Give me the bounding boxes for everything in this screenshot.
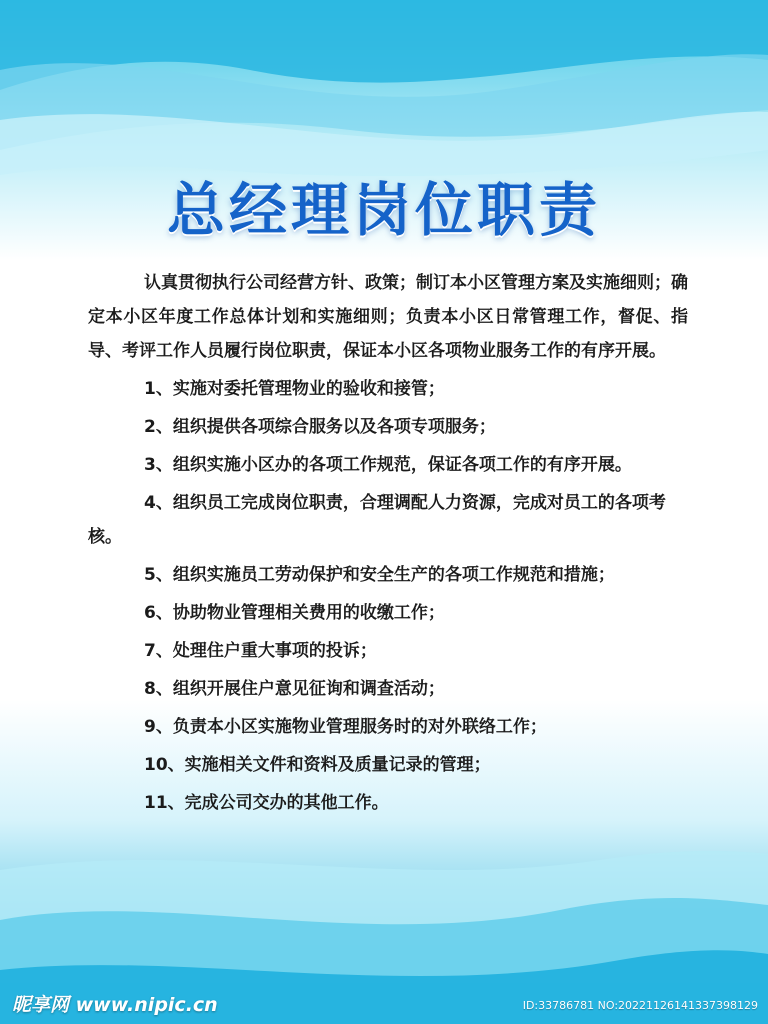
duty-item-1: 1、实施对委托管理物业的验收和接管； <box>144 379 445 399</box>
watermark-id: ID:33786781 NO:20221126141337398129 <box>522 999 758 1012</box>
duty-item-6: 6、协助物业管理相关费用的收缴工作； <box>144 603 445 623</box>
top-wave-decoration <box>0 0 768 190</box>
duty-item-2: 2、组织提供各项综合服务以及各项专项服务； <box>144 417 496 437</box>
duty-item-4: 4、组织员工完成岗位职责，合理调配人力资源，完成对员工的各项考核。 <box>88 493 666 547</box>
duty-item-11: 11、完成公司交办的其他工作。 <box>144 793 389 813</box>
page-title: 总经理岗位职责 <box>166 176 601 244</box>
watermark-site-logo: 昵享网 www.nipic.cn <box>12 994 218 1016</box>
intro-paragraph: 认真贯彻执行公司经营方针、政策；制订本小区管理方案及实施细则；确定本小区年度工作总体计划和实施细则；负责本小区日常管理工作，督促、指导、考评工作人员履行岗位职责，保证本小区各项物业服务工作的有序开展。 <box>88 273 688 361</box>
duty-item-8: 8、组织开展住户意见征询和调查活动； <box>144 679 445 699</box>
duty-item-9: 9、负责本小区实施物业管理服务时的对外联络工作； <box>144 717 547 737</box>
duty-item-7: 7、处理住户重大事项的投诉； <box>144 641 377 661</box>
duty-content <box>88 266 688 824</box>
duty-item-3: 3、组织实施小区办的各项工作规范，保证各项工作的有序开展。 <box>144 455 632 475</box>
duty-item-10: 10、实施相关文件和资料及质量记录的管理； <box>144 755 491 775</box>
duty-item-5: 5、组织实施员工劳动保护和安全生产的各项工作规范和措施； <box>144 565 615 585</box>
